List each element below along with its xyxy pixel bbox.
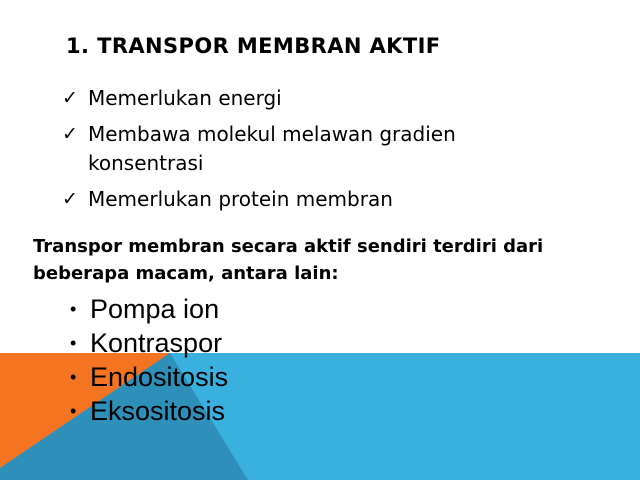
list-item-text: Kontraspor (90, 328, 223, 358)
checklist-item (62, 120, 582, 178)
bullet-icon: • (70, 401, 77, 421)
bullet-icon: • (70, 333, 77, 353)
slide-title: 1. TRANSPOR MEMBRAN AKTIF (66, 34, 441, 58)
list-item-text: Pompa ion (90, 294, 220, 324)
list-item-text: Eksositosis (90, 396, 226, 426)
check-icon: ✓ (62, 188, 78, 210)
intro-paragraph (33, 233, 633, 287)
list-item (70, 394, 228, 428)
checklist-item-text: Memerlukan energi (88, 86, 282, 110)
checklist-item (62, 185, 582, 214)
transport-types-list (70, 292, 228, 428)
list-item (70, 292, 228, 326)
bullet-icon: • (70, 367, 77, 387)
bullet-icon: • (70, 299, 77, 319)
check-icon: ✓ (62, 123, 78, 145)
checklist (62, 84, 582, 221)
list-item-text: Endositosis (90, 362, 229, 392)
list-item (70, 326, 228, 360)
checklist-item-text: Membawa molekul melawan gradien (88, 122, 456, 146)
intro-line-2: beberapa macam, antara lain: (33, 263, 339, 284)
list-item (70, 360, 228, 394)
checklist-item-text: Memerlukan protein membran (88, 187, 393, 211)
check-icon: ✓ (62, 87, 78, 109)
checklist-item-text-cont: konsentrasi (88, 151, 204, 175)
checklist-item (62, 84, 582, 113)
intro-line-1: Transpor membran secara aktif sendiri terdiri dari (33, 236, 544, 257)
